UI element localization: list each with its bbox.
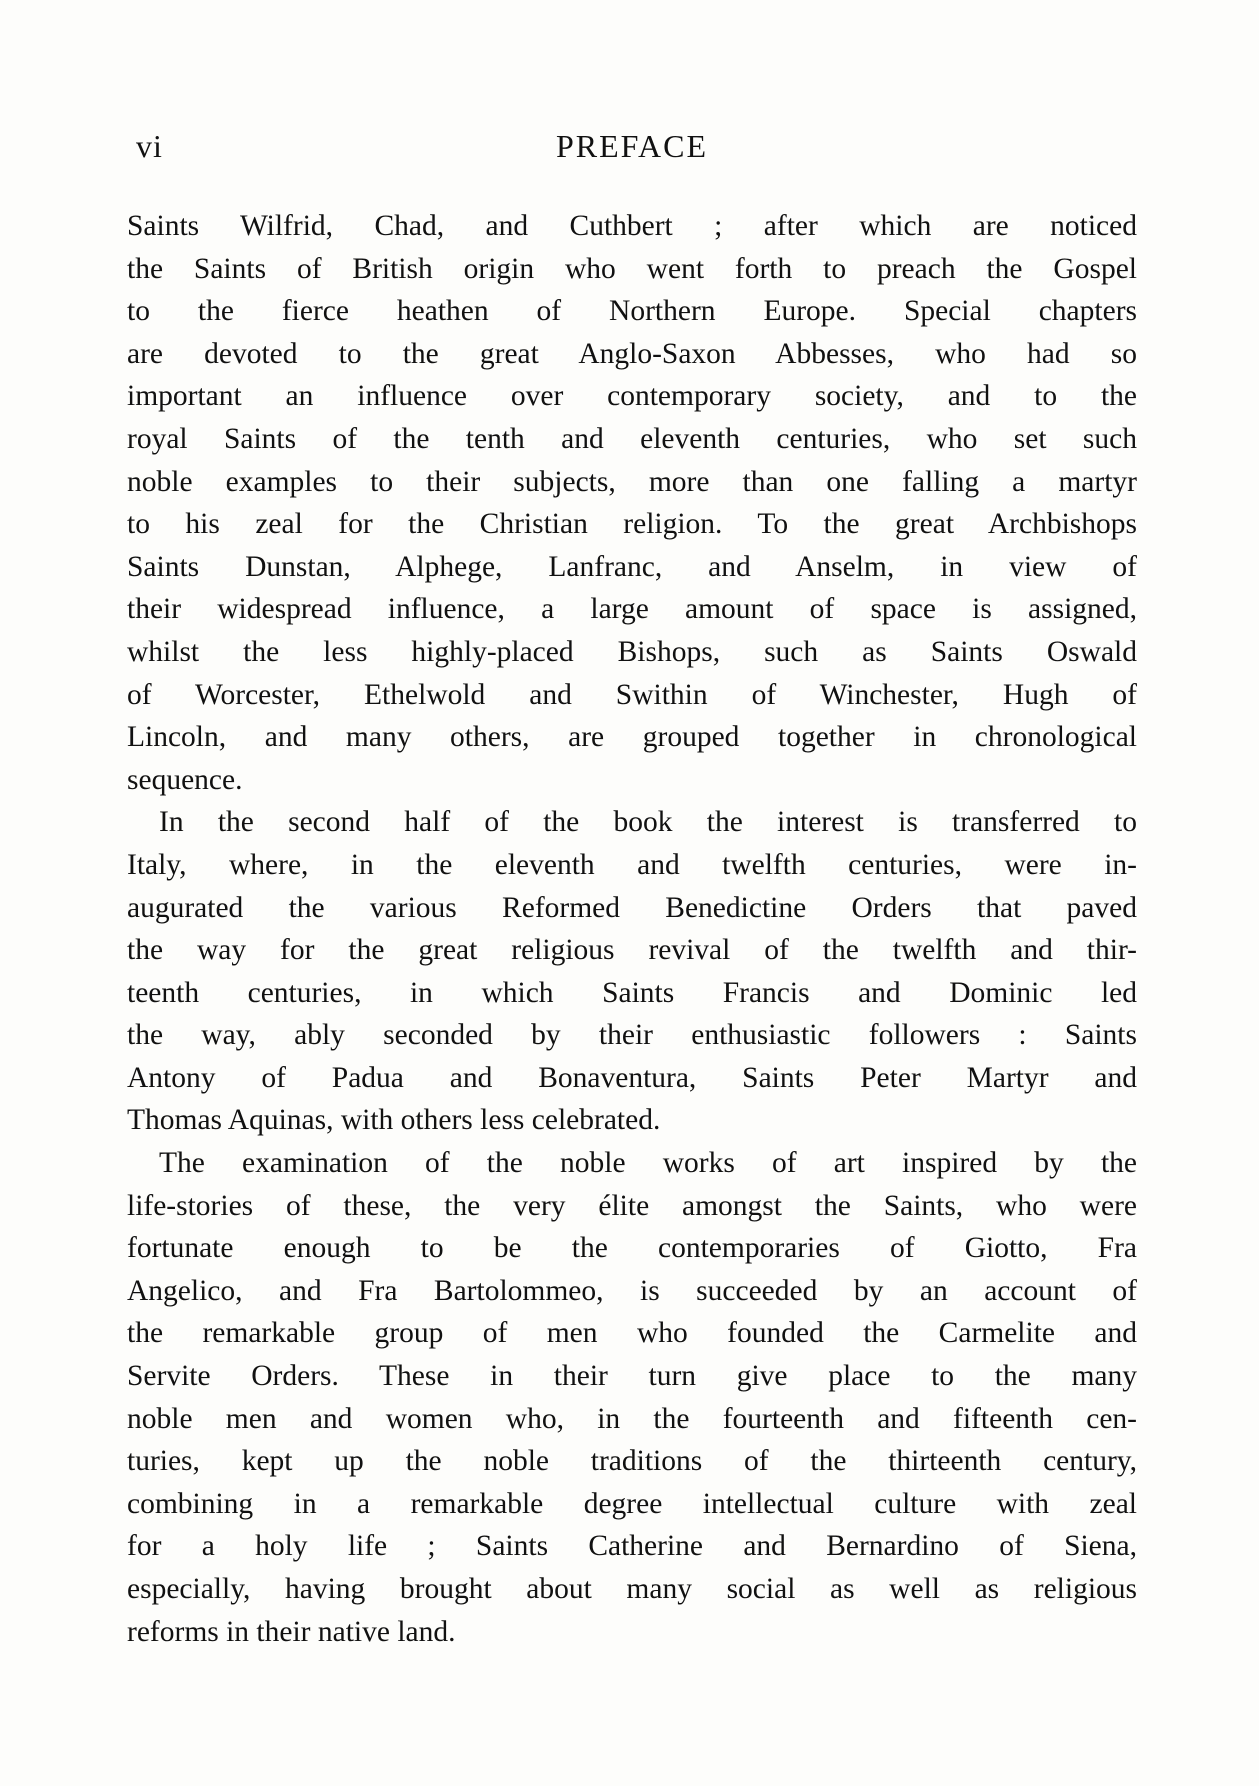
text-line: of Worcester, Ethelwold and Swithin of Winchester, Hugh of [127, 678, 1137, 711]
text-line: noble men and women who, in the fourteenth and fifteenth cen- [127, 1402, 1137, 1435]
text-line: teenth centuries, in which Saints Francis and Dominic led [127, 976, 1137, 1009]
text-line: important an influence over contemporary society, and to the [127, 380, 1137, 413]
text-line: Saints Wilfrid, Chad, and Cuthbert ; after which are noticed [127, 210, 1137, 242]
running-head: PREFACE [555, 128, 709, 164]
text-line: royal Saints of the tenth and eleventh centuries, who set such [127, 422, 1137, 455]
text-line: augurated the various Reformed Benedictine Orders that paved [127, 891, 1137, 924]
text-line: fortunate enough to be the contemporaries of Giotto, Fra [127, 1232, 1137, 1265]
text-line: noble examples to their subjects, more than one falling a martyr [127, 465, 1137, 498]
text-line: Italy, where, in the eleventh and twelfth centuries, were in- [127, 848, 1137, 881]
text-line: In the second half of the book the interest is transferred to [159, 806, 1137, 839]
text-line: to the fierce heathen of Northern Europe. Special chapters [127, 295, 1137, 328]
text-line: are devoted to the great Anglo-Saxon Abbesses, who had so [127, 337, 1137, 370]
text-line: whilst the less highly-placed Bishops, such as Saints Oswald [127, 635, 1137, 668]
text-line: their widespread influence, a large amount of space is assigned, [127, 593, 1137, 626]
text-line: Servite Orders. These in their turn give place to the many [127, 1360, 1137, 1393]
paragraph [127, 205, 1137, 801]
page-header [136, 128, 1128, 174]
text-line: the way, ably seconded by their enthusiastic followers : Saints [127, 1019, 1137, 1052]
page-number: vi [136, 128, 163, 164]
text-line: combining in a remarkable degree intellectual culture with zeal [127, 1487, 1137, 1520]
body-text [127, 205, 1137, 1653]
text-line: Lincoln, and many others, are grouped together in chronological [127, 721, 1137, 754]
text-line: especially, having brought about many social as well as religious [127, 1573, 1137, 1605]
text-line: the way for the great religious revival of the twelfth and thir- [127, 934, 1137, 967]
text-line: Saints Dunstan, Alphege, Lanfranc, and Anselm, in view of [127, 550, 1137, 583]
text-line: reforms in their native land. [127, 1615, 456, 1648]
text-line: sequence. [127, 763, 243, 796]
text-line: the Saints of British origin who went forth to preach the Gospel [127, 252, 1137, 285]
paragraph [127, 801, 1137, 1142]
text-line: The examination of the noble works of art inspired by the [159, 1147, 1137, 1180]
text-line: Thomas Aquinas, with others less celebrated. [127, 1104, 661, 1137]
text-line: Angelico, and Fra Bartolommeo, is succeeded by an account of [127, 1274, 1137, 1307]
text-line: life-stories of these, the very élite amongst the Saints, who were [127, 1189, 1137, 1222]
text-line: to his zeal for the Christian religion. To the great Archbishops [127, 508, 1137, 541]
text-line: turies, kept up the noble traditions of the thirteenth century, [127, 1445, 1137, 1478]
paragraph [127, 1142, 1137, 1653]
text-line: the remarkable group of men who founded the Carmelite and [127, 1317, 1137, 1350]
text-line: for a holy life ; Saints Catherine and Bernardino of Siena, [127, 1530, 1137, 1563]
text-line: Antony of Padua and Bonaventura, Saints Peter Martyr and [127, 1061, 1137, 1094]
